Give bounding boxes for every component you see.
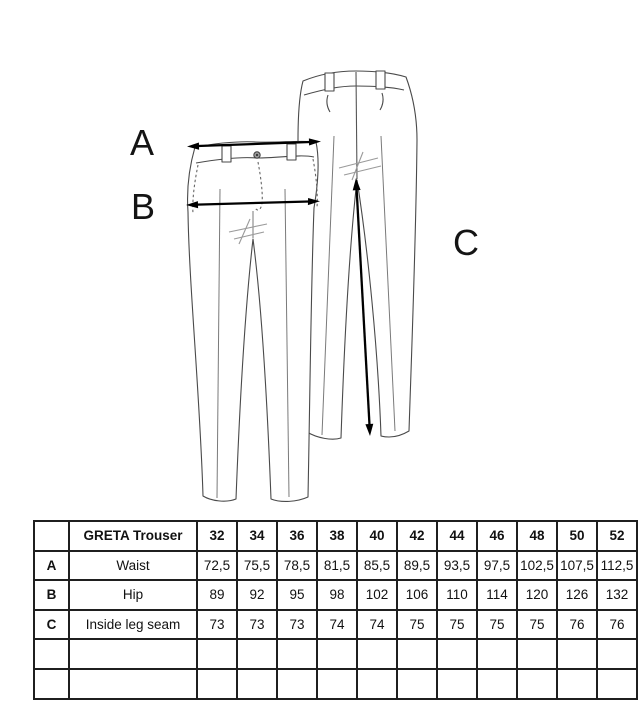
empty-cell [197, 639, 237, 669]
value-cell: 73 [197, 610, 237, 640]
empty-cell [69, 639, 197, 669]
empty-cell [477, 639, 517, 669]
size-header-cell: 46 [477, 521, 517, 551]
value-cell: 98 [317, 580, 357, 610]
dim-label-c: C [453, 222, 479, 263]
value-cell: 126 [557, 580, 597, 610]
value-cell: 114 [477, 580, 517, 610]
front-belt-loop [222, 146, 231, 162]
value-cell: 132 [597, 580, 637, 610]
empty-cell [197, 669, 237, 699]
row-letter-cell: C [34, 610, 69, 640]
empty-cell [597, 669, 637, 699]
size-header-cell: 52 [597, 521, 637, 551]
value-cell: 120 [517, 580, 557, 610]
waist-button-center [256, 154, 258, 156]
row-label-cell: Inside leg seam [69, 610, 197, 640]
value-cell: 95 [277, 580, 317, 610]
value-cell: 75,5 [237, 551, 277, 581]
front-belt-loop [287, 144, 296, 160]
empty-cell [34, 639, 69, 669]
empty-cell [277, 669, 317, 699]
empty-cell [517, 639, 557, 669]
size-header-cell: 48 [517, 521, 557, 551]
size-header-cell: 38 [317, 521, 357, 551]
value-cell: 97,5 [477, 551, 517, 581]
value-cell: 89,5 [397, 551, 437, 581]
table-row-waist [34, 551, 637, 581]
empty-cell [357, 639, 397, 669]
empty-cell [357, 669, 397, 699]
size-header-cell: 42 [397, 521, 437, 551]
table-row-hip [34, 580, 637, 610]
value-cell: 92 [237, 580, 277, 610]
size-table [33, 520, 638, 700]
dim-label-a: A [129, 122, 155, 163]
empty-cell [277, 639, 317, 669]
value-cell: 89 [197, 580, 237, 610]
value-cell: 110 [437, 580, 477, 610]
back-trouser-drawing [298, 71, 417, 439]
value-cell: 75 [437, 610, 477, 640]
value-cell: 74 [317, 610, 357, 640]
dim-label-b: B [130, 186, 156, 227]
back-belt-loop [325, 73, 334, 91]
corner-cell [34, 521, 69, 551]
size-header-cell: 36 [277, 521, 317, 551]
row-letter-cell: B [34, 580, 69, 610]
value-cell: 73 [237, 610, 277, 640]
back-belt-loop [376, 71, 385, 89]
row-letter-cell: A [34, 551, 69, 581]
value-cell: 85,5 [357, 551, 397, 581]
value-cell: 102,5 [517, 551, 557, 581]
empty-cell [397, 639, 437, 669]
value-cell: 81,5 [317, 551, 357, 581]
front-trouser-drawing [188, 141, 319, 501]
empty-cell [237, 669, 277, 699]
value-cell: 73 [277, 610, 317, 640]
empty-cell [69, 669, 197, 699]
empty-cell [237, 639, 277, 669]
size-table-section [33, 520, 638, 700]
empty-cell [437, 639, 477, 669]
empty-cell [557, 669, 597, 699]
empty-cell [317, 639, 357, 669]
row-label-cell: Waist [69, 551, 197, 581]
value-cell: 76 [557, 610, 597, 640]
table-header-row [34, 521, 637, 551]
value-cell: 106 [397, 580, 437, 610]
empty-cell [397, 669, 437, 699]
size-header-cell: 40 [357, 521, 397, 551]
table-row-inseam [34, 610, 637, 640]
empty-cell [437, 669, 477, 699]
empty-cell [517, 669, 557, 699]
table-empty-row [34, 669, 637, 699]
value-cell: 74 [357, 610, 397, 640]
empty-cell [477, 669, 517, 699]
value-cell: 78,5 [277, 551, 317, 581]
size-header-cell: 50 [557, 521, 597, 551]
arrowhead-icon [187, 143, 199, 150]
empty-cell [557, 639, 597, 669]
size-header-cell: 34 [237, 521, 277, 551]
value-cell: 75 [517, 610, 557, 640]
value-cell: 75 [477, 610, 517, 640]
empty-cell [597, 639, 637, 669]
empty-cell [317, 669, 357, 699]
value-cell: 93,5 [437, 551, 477, 581]
value-cell: 102 [357, 580, 397, 610]
back-trouser-outline [298, 71, 417, 439]
value-cell: 72,5 [197, 551, 237, 581]
size-header-cell: 32 [197, 521, 237, 551]
front-trouser-outline [188, 141, 319, 501]
product-name-cell: GRETA Trouser [69, 521, 197, 551]
value-cell: 76 [597, 610, 637, 640]
value-cell: 75 [397, 610, 437, 640]
empty-cell [34, 669, 69, 699]
arrowhead-icon [365, 424, 373, 436]
value-cell: 112,5 [597, 551, 637, 581]
value-cell: 107,5 [557, 551, 597, 581]
table-empty-row [34, 639, 637, 669]
row-label-cell: Hip [69, 580, 197, 610]
size-header-cell: 44 [437, 521, 477, 551]
